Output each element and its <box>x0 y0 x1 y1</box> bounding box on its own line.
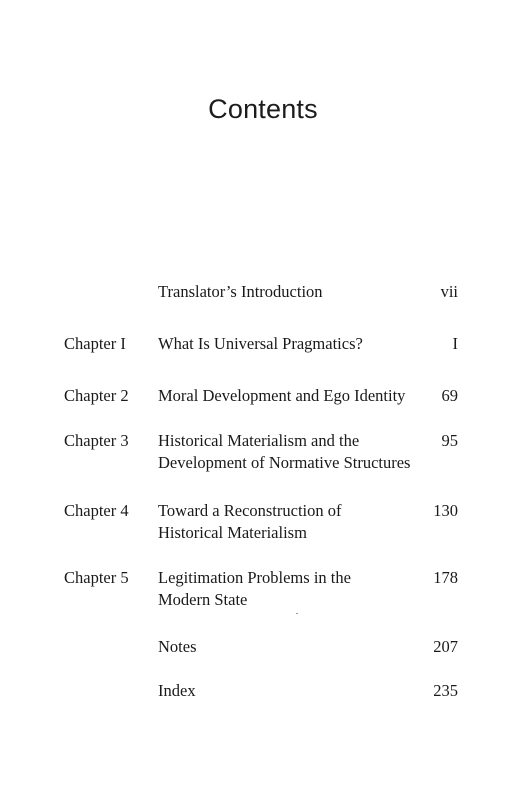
chapter-label: Chapter 4 <box>64 501 129 520</box>
entry-title-line: Moral Development and Ego Identity <box>158 386 406 405</box>
page-number: 130 <box>433 501 458 520</box>
entry-title <box>158 500 408 544</box>
entry-title-line: Translator’s Introduction <box>158 282 323 301</box>
entry-title-line: Development of Normative Structures <box>158 453 411 472</box>
entry-title-line: Index <box>158 681 196 700</box>
entry-title-line: Toward a Reconstruction of <box>158 501 342 520</box>
entry-title-line: Historical Materialism and the <box>158 431 360 450</box>
entry-title <box>158 567 408 611</box>
chapter-label: Chapter I <box>64 334 126 353</box>
page-number: 178 <box>433 568 458 587</box>
entry-title-line: Historical Materialism <box>158 523 307 542</box>
print-speck <box>296 613 298 614</box>
entry-title-line: Modern State <box>158 590 248 609</box>
entry-title <box>158 333 408 355</box>
page-number: 69 <box>441 386 458 405</box>
entry-title-line: What Is Universal Pragmatics? <box>158 334 363 353</box>
page-number: 207 <box>433 637 458 656</box>
chapter-label: Chapter 5 <box>64 568 129 587</box>
entry-title <box>158 385 408 407</box>
entry-title-line: Legitimation Problems in the <box>158 568 351 587</box>
chapter-label: Chapter 2 <box>64 386 129 405</box>
chapter-label: Chapter 3 <box>64 431 129 450</box>
entry-title-line: Notes <box>158 637 197 656</box>
entry-title <box>158 430 411 474</box>
entry-title <box>158 281 408 303</box>
page-number: 235 <box>433 681 458 700</box>
page-number: vii <box>440 282 458 301</box>
page-number: 95 <box>441 431 458 450</box>
page-title: Contents <box>208 94 318 124</box>
entry-title <box>158 680 408 702</box>
page-number: I <box>452 334 458 353</box>
entry-title <box>158 636 408 658</box>
